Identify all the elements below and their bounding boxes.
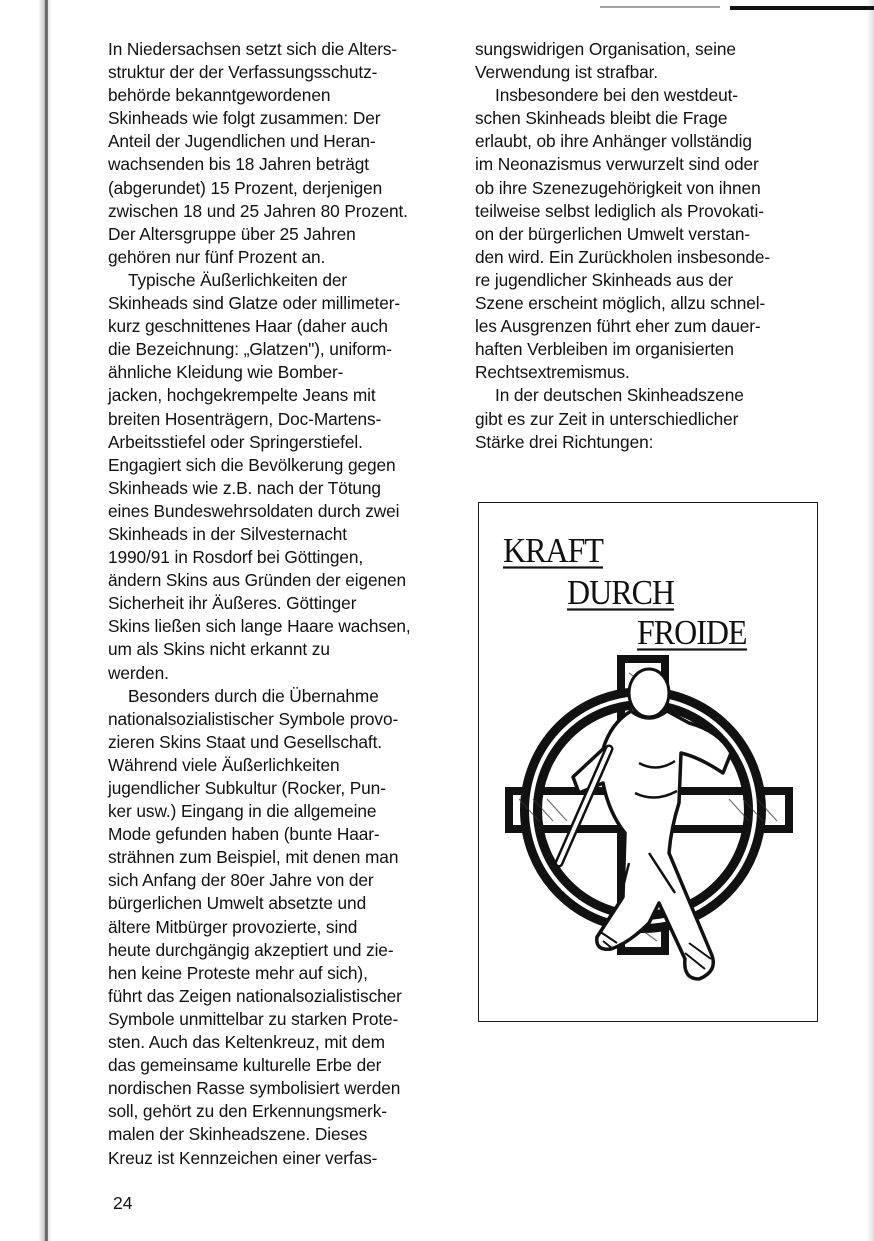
text-line: gehören nur fünf Prozent an. [108, 246, 326, 267]
text-line: (abgerundet) 15 Prozent, derjenigen [108, 177, 383, 198]
scan-top-rule-bold [730, 6, 874, 10]
text-line: Sicherheit ihr Äußeres. Göttinger [108, 593, 357, 614]
text-line: breiten Hosenträgern, Doc-Martens- [108, 408, 382, 429]
text-line: Insbesondere bei den westdeut- [495, 85, 738, 106]
text-line: wachsenden bis 18 Jahren beträgt [108, 154, 369, 175]
text-line: In der deutschen Skinheadszene [495, 385, 744, 406]
text-line: heute durchgängig akzeptiert und zie- [108, 939, 394, 960]
text-line: Engagiert sich die Bevölkerung gegen [108, 454, 396, 475]
text-line: nationalsozialistischer Symbole provo- [108, 708, 399, 729]
page-number: 24 [113, 1193, 133, 1213]
text-line: Typische Äußerlichkeiten der [128, 269, 348, 290]
text-line: Szene erscheint möglich, allzu schnel- [475, 293, 766, 314]
figure-title-line-2: DURCH [567, 572, 675, 612]
text-line: das gemeinsame kulturelle Erbe der [108, 1055, 382, 1076]
text-line: hen keine Proteste mehr auf sich), [108, 962, 368, 983]
text-line: ältere Mitbürger provozierte, sind [108, 916, 358, 937]
text-line: bürgerlichen Umwelt absetzte und [108, 893, 367, 914]
text-line: sich Anfang der 80er Jahre von der [108, 870, 374, 891]
text-line: den wird. Ein Zurückholen insbesonde- [475, 246, 771, 267]
text-line: Skinheads wie folgt zusammen: Der [108, 108, 381, 129]
text-line: jugendlicher Subkultur (Rocker, Pun- [108, 778, 386, 798]
text-line: struktur der der Verfassungsschutz- [108, 62, 378, 83]
text-line: werden. [108, 662, 169, 683]
text-line: ähnliche Kleidung wie Bomber- [108, 362, 344, 383]
text-line: gibt es zur Zeit in unterschiedlicher [475, 408, 739, 429]
text-line: Skins ließen sich lange Haare wachsen, [108, 616, 411, 637]
right-text-column [475, 38, 835, 454]
figure-title-line-1: KRAFT [503, 530, 603, 570]
text-line: die Bezeichnung: „Glatzen"), uniform- [108, 339, 392, 360]
text-line: teilweise selbst lediglich als Provokati- [475, 200, 764, 221]
text-line: Verwendung ist strafbar. [475, 62, 659, 83]
text-line: Stärke drei Richtungen: [475, 431, 654, 452]
text-line: Symbole unmittelbar zu starken Prote- [108, 1008, 399, 1029]
text-line: on der bürgerlichen Umwelt verstan- [475, 223, 751, 244]
text-line: 1990/91 in Rosdorf bei Göttingen, [108, 547, 364, 568]
text-line: behörde bekanntgewordenen [108, 85, 331, 106]
figure-illustration [478, 502, 818, 1022]
text-line: Skinheads wie z.B. nach der Tötung [108, 477, 381, 498]
text-line: Der Altersgruppe über 25 Jahren [108, 223, 356, 244]
text-line: strähnen zum Beispiel, mit denen man [108, 847, 399, 868]
text-line: soll, gehört zu den Erkennungsmerk- [108, 1101, 387, 1122]
text-line: In Niedersachsen setzt sich die Alters- [108, 39, 398, 59]
text-line: Rechtsextremismus. [475, 362, 630, 383]
text-line: Während viele Äußerlichkeiten [108, 754, 340, 775]
text-line: Arbeitsstiefel oder Springerstiefel. [108, 431, 363, 452]
text-line: sungswidrigen Organisation, seine [475, 39, 736, 59]
text-line: ker usw.) Eingang in die allgemeine [108, 801, 377, 822]
text-line: haften Verbleiben im organisierten [475, 339, 734, 360]
scan-top-rule [600, 6, 720, 8]
text-line: Skinheads sind Glatze oder millimeter- [108, 293, 401, 314]
scan-binding-line [45, 0, 48, 1241]
text-line: im Neonazismus verwurzelt sind oder [475, 154, 759, 175]
text-line: malen der Skinheadszene. Dieses [108, 1124, 368, 1145]
text-line: Besonders durch die Übernahme [128, 685, 379, 706]
text-line: kurz geschnittenes Haar (daher auch [108, 316, 388, 337]
text-line: les Ausgrenzen führt eher zum dauer- [475, 316, 761, 337]
text-line: Anteil der Jugendlichen und Heran- [108, 131, 376, 152]
text-line: re jugendlicher Skinheads aus der [475, 269, 734, 290]
text-line: Kreuz ist Kennzeichen einer verfas- [108, 1147, 378, 1168]
text-line: Mode gefunden haben (bunte Haar- [108, 824, 380, 845]
text-line: zieren Skins Staat und Gesellschaft. [108, 731, 383, 752]
figure-title-line-3: FROIDE [637, 612, 747, 652]
text-line: eines Bundeswehrsoldaten durch zwei [108, 500, 400, 521]
left-text-column [108, 38, 453, 1170]
text-line: schen Skinheads bleibt die Frage [475, 108, 728, 129]
text-line: erlaubt, ob ihre Anhänger vollständig [475, 131, 752, 152]
text-line: um als Skins nicht erkannt zu [108, 639, 330, 660]
text-line: ändern Skins aus Gründen der eigenen [108, 570, 407, 591]
text-line: jacken, hochgekrempelte Jeans mit [108, 385, 376, 406]
text-line: Skinheads in der Silvesternacht [108, 523, 347, 544]
text-line: zwischen 18 und 25 Jahren 80 Prozent. [108, 200, 408, 221]
text-line: nordischen Rasse symbolisiert werden [108, 1078, 401, 1099]
text-line: führt das Zeigen nationalsozialistischer [108, 985, 402, 1006]
scan-right-edge [866, 0, 874, 1241]
text-line: sten. Auch das Keltenkreuz, mit dem [108, 1032, 385, 1053]
text-line: ob ihre Szenezugehörigkeit von ihnen [475, 177, 761, 198]
celtic-cross-emblem [499, 653, 799, 993]
